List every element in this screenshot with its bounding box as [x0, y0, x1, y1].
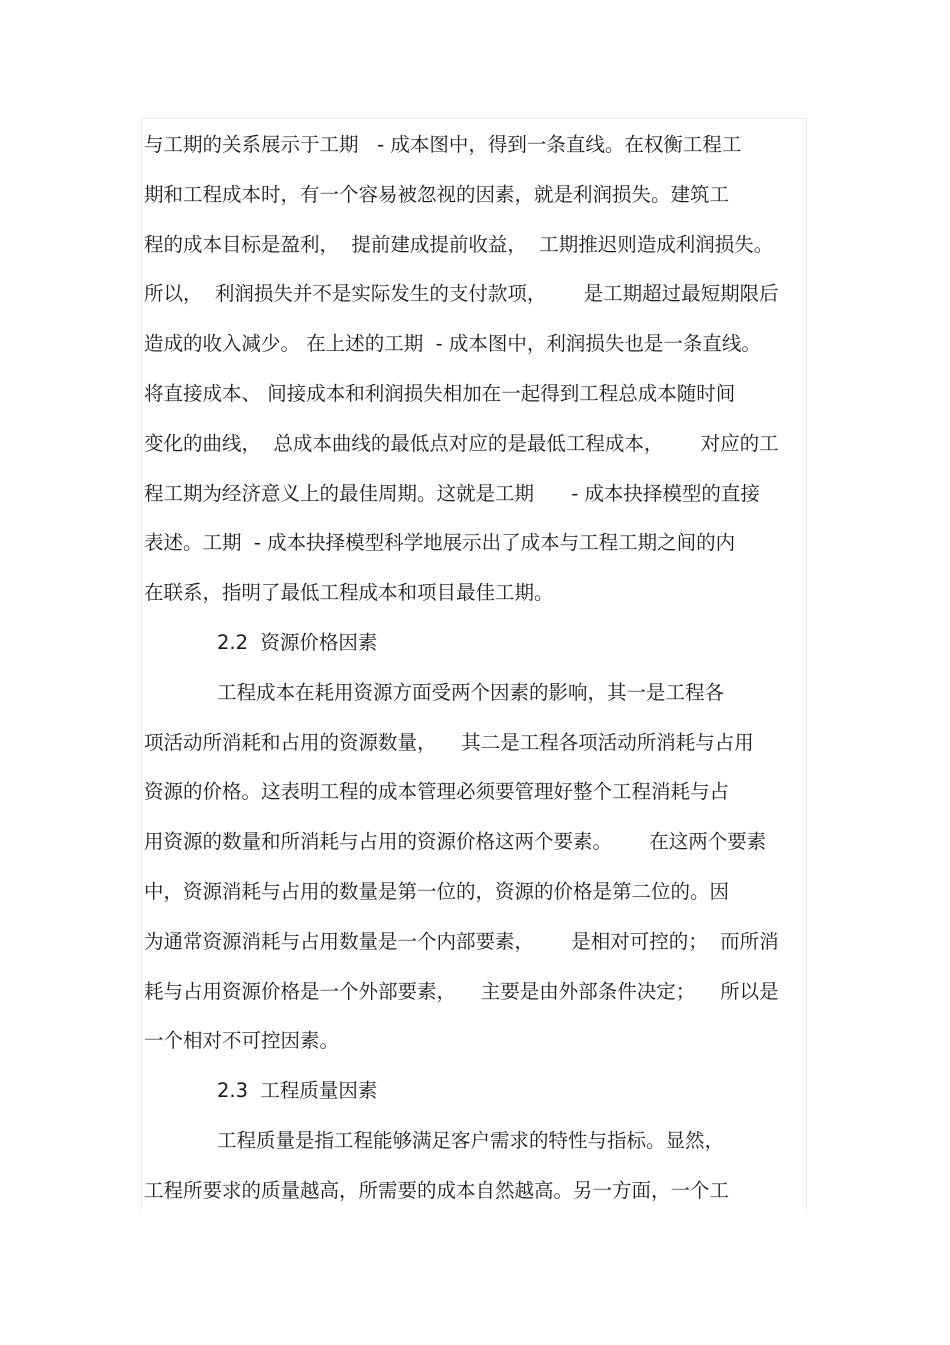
section-heading-2-2: 2.2 资源价格因素 [217, 630, 378, 654]
document-body [144, 120, 806, 1216]
paragraph-line: 为通常资源消耗与占用数量是一个内部要素， 是相对可控的； 而所消 [144, 929, 779, 953]
paragraph-line: 一个相对不可控因素。 [144, 1029, 340, 1053]
paragraph-line: 所以， 利润损失并不是实际发生的支付款项， 是工期超过最短期限后 [144, 282, 779, 306]
paragraph-line: 变化的曲线， 总成本曲线的最低点对应的是最低工程成本， 对应的工 [144, 431, 779, 455]
paragraph-line: 在联系，指明了最低工程成本和项目最佳工期。 [144, 581, 554, 605]
paragraph-line: 工程所要求的质量越高，所需要的成本自然越高。另一方面，一个工 [144, 1178, 730, 1202]
paragraph-line: 表述。工期 - 成本抉择模型科学地展示出了成本与工程工期之间的内 [144, 531, 736, 555]
paragraph-line: 期和工程成本时，有一个容易被忽视的因素，就是利润损失。建筑工 [144, 182, 730, 206]
paragraph-line: 中，资源消耗与占用的数量是第一位的，资源的价格是第二位的。因 [144, 879, 730, 903]
paragraph-line: 与工期的关系展示于工期 - 成本图中，得到一条直线。在权衡工程工 [144, 133, 742, 156]
paragraph-line: 项活动所消耗和占用的资源数量， 其二是工程各项活动所消耗与占用 [144, 730, 754, 754]
paragraph-line: 将直接成本、 间接成本和利润损失相加在一起得到工程总成本随时间 [144, 381, 736, 405]
paragraph-line: 用资源的数量和所消耗与占用的资源价格这两个要素。 在这两个要素 [144, 830, 767, 854]
paragraph-line: 造成的收入减少。 在上述的工期 - 成本图中，利润损失也是一条直线。 [144, 332, 761, 356]
paragraph-line: 程的成本目标是盈利， 提前建成提前收益， 工期推迟则造成利润损失。 [144, 232, 774, 256]
section-heading-2-3: 2.3 工程质量因素 [217, 1079, 378, 1103]
paragraph-line: 资源的价格。这表明工程的成本管理必须要管理好整个工程消耗与占 [144, 780, 730, 804]
paragraph-line: 工程质量是指工程能够满足客户需求的特性与指标。显然， [217, 1128, 725, 1152]
paragraph-line: 耗与占用资源价格是一个外部要素， 主要是由外部条件决定； 所以是 [144, 979, 779, 1003]
paragraph-line: 程工期为经济意义上的最佳周期。这就是工期 - 成本抉择模型的直接 [144, 481, 760, 505]
paragraph-line: 工程成本在耗用资源方面受两个因素的影响，其一是工程各 [217, 680, 725, 704]
